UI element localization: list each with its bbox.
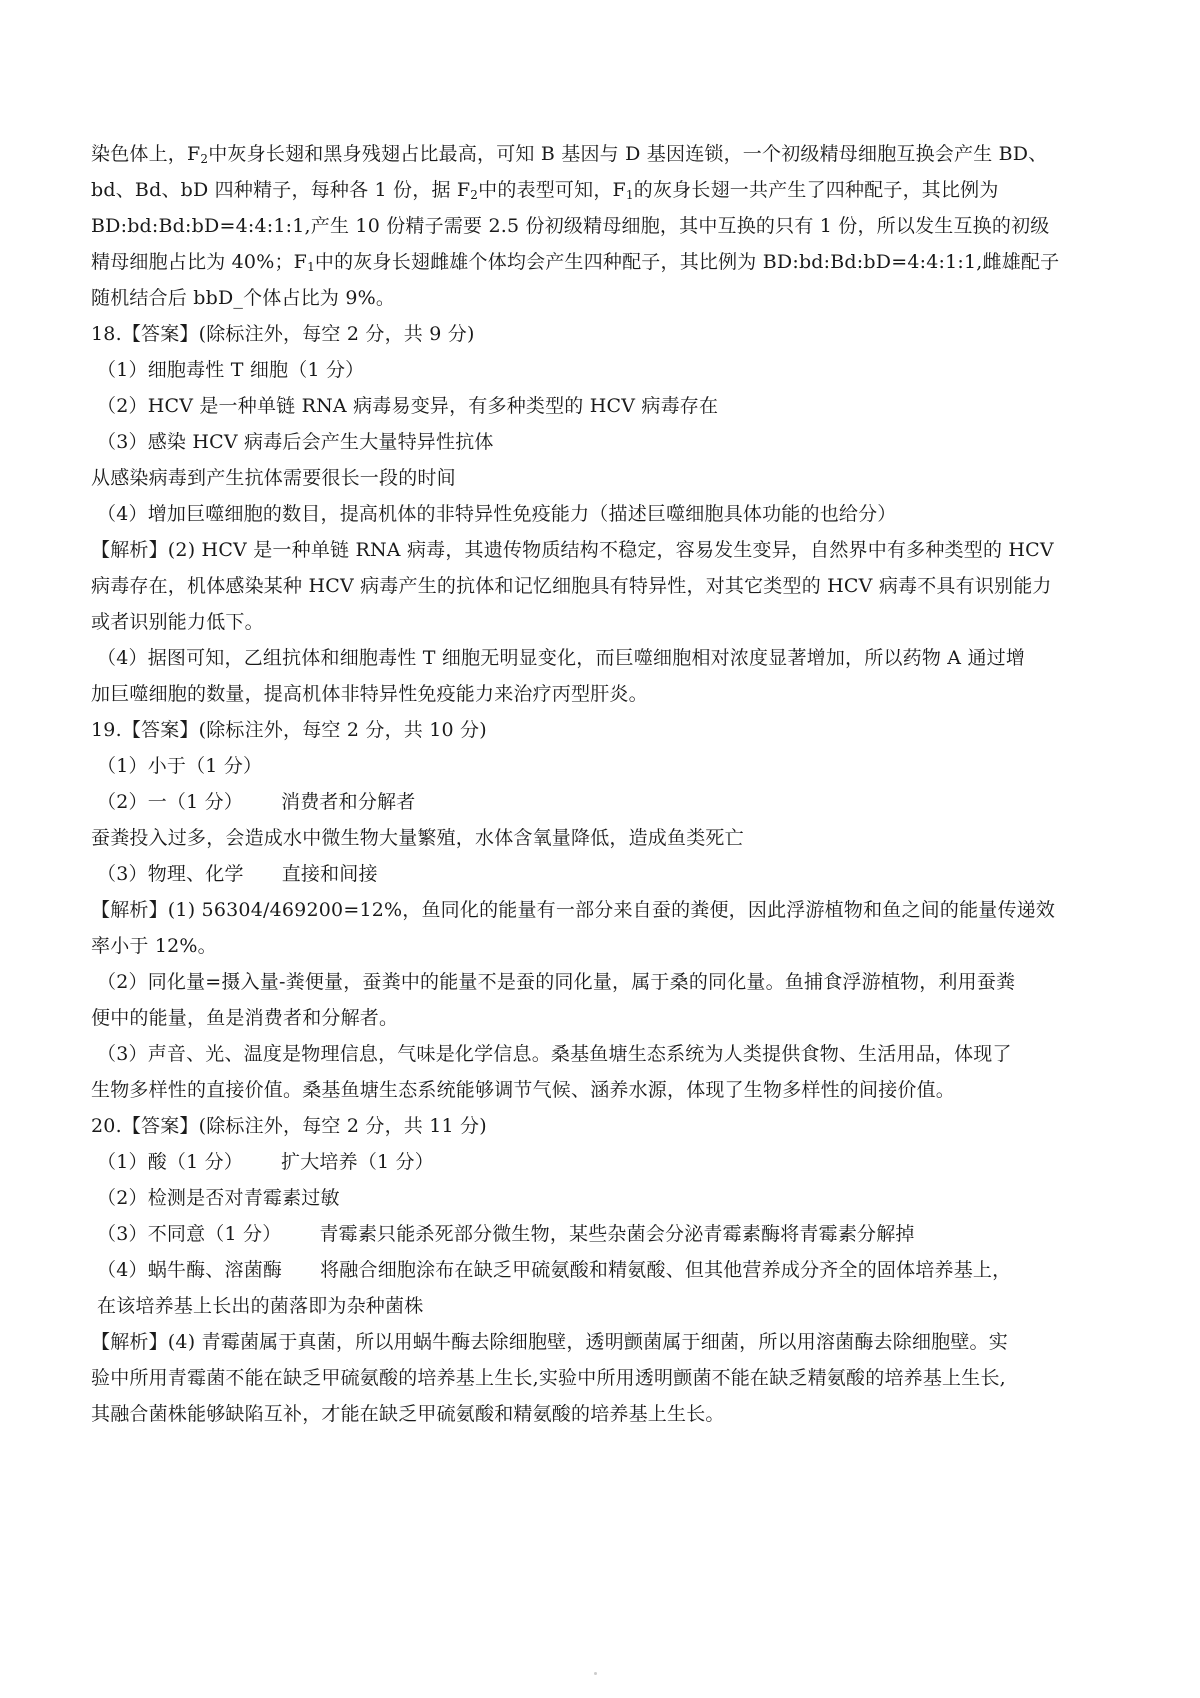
q19-explanation-line-2: 率小于 12%。 (91, 935, 217, 957)
q20-explanation-line-2: 验中所用青霉菌不能在缺乏甲硫氨酸的培养基上生长,实验中所用透明颤菌不能在缺乏精氨酸的培养基上生长, (91, 1367, 1006, 1389)
q19-explanation-line-3: （2）同化量=摄入量-粪便量，蚕粪中的能量不是蚕的同化量，属于桑的同化量。鱼捕食浮游植物，利用蚕粪 (97, 971, 1016, 993)
q19-answer-2: （2）一（1 分） 消费者和分解者 (97, 791, 416, 813)
answer-text-body (91, 136, 1115, 1432)
q18-explanation-line-5: 加巨噬细胞的数量，提高机体非特异性免疫能力来治疗丙型肝炎。 (91, 683, 648, 705)
q17-explanation-line-1: 染色体上，$F_2$中灰身长翅和黑身残翅占比最高，可知 B 基因与 D 基因连锁，一个初级精母细胞互换会产生 BD、 (91, 143, 1048, 166)
q18-answer-3: （3）感染 HCV 病毒后会产生大量特异性抗体 (97, 431, 494, 453)
q20-answer-2: （2）检测是否对青霉素过敏 (97, 1187, 340, 1209)
q18-answer-header: 18.【答案】(除标注外，每空 2 分，共 9 分) (91, 323, 475, 345)
q20-answer-3: （3）不同意（1 分） 青霉素只能杀死部分微生物，某些杂菌会分泌青霉素酶将青霉素分解掉 (97, 1223, 915, 1245)
q17-explanation-line-2: bd、Bd、bD 四种精子，每种各 1 份，据 $F_2$中的表型可知，$F_1$的灰身长翅一共产生了四种配子，其比例为 (91, 179, 999, 202)
q17-explanation-line-4: 精母细胞占比为 40%；$F_1$中的灰身长翅雌雄个体均会产生四种配子，其比例为 BD:bd:Bd:bD=4:4:1:1,雌雄配子 (91, 251, 1060, 274)
q18-explanation-line-3: 或者识别能力低下。 (91, 611, 264, 633)
q18-answer-3-continued: 从感染病毒到产生抗体需要很长一段的时间 (91, 467, 456, 489)
q20-answer-header: 20.【答案】(除标注外，每空 2 分，共 11 分) (91, 1115, 487, 1137)
q18-explanation-line-4: （4）据图可知，乙组抗体和细胞毒性 T 细胞无明显变化，而巨噬细胞相对浓度显著增加，所以药物 A 通过增 (97, 647, 1026, 669)
q17-explanation-line-5: 随机结合后 bbD_个体占比为 9%。 (91, 287, 396, 309)
q18-answer-4: （4）增加巨噬细胞的数目，提高机体的非特异性免疫能力（描述巨噬细胞具体功能的也给分） (97, 503, 897, 525)
q20-answer-4: （4）蜗牛酶、溶菌酶 将融合细胞涂布在缺乏甲硫氨酸和精氨酸、但其他营养成分齐全的固体培养基上， (97, 1259, 1012, 1281)
q18-explanation-line-1: 【解析】(2) HCV 是一种单链 RNA 病毒，其遗传物质结构不稳定，容易发生变异，自然界中有多种类型的 HCV (91, 539, 1054, 561)
footer-mark (594, 1672, 597, 1675)
q17-explanation-line-3: BD:bd:Bd:bD=4:4:1:1,产生 10 份精子需要 2.5 份初级精母细胞，其中互换的只有 1 份，所以发生互换的初级 (91, 215, 1050, 237)
q20-explanation-line-3: 其融合菌株能够缺陷互补，才能在缺乏甲硫氨酸和精氨酸的培养基上生长。 (91, 1403, 725, 1425)
q20-explanation-line-1: 【解析】(4) 青霉菌属于真菌，所以用蜗牛酶去除细胞壁，透明颤菌属于细菌，所以用溶菌酶去除细胞壁。实 (91, 1331, 1008, 1353)
q19-explanation-line-4: 便中的能量，鱼是消费者和分解者。 (91, 1007, 399, 1029)
q19-answer-2-continued: 蚕粪投入过多，会造成水中微生物大量繁殖，水体含氧量降低，造成鱼类死亡 (91, 827, 744, 849)
q19-answer-3: （3）物理、化学 直接和间接 (97, 863, 378, 885)
q19-explanation-line-6: 生物多样性的直接价值。桑基鱼塘生态系统能够调节气候、涵养水源，体现了生物多样性的间接价值。 (91, 1079, 956, 1101)
q20-answer-4-continued: 在该培养基上长出的菌落即为杂种菌株 (97, 1295, 424, 1317)
q19-answer-header: 19.【答案】(除标注外，每空 2 分，共 10 分) (91, 719, 487, 741)
q19-explanation-line-5: （3）声音、光、温度是物理信息，气味是化学信息。桑基鱼塘生态系统为人类提供食物、生活用品，体现了 (97, 1043, 1012, 1065)
q18-answer-1: （1）细胞毒性 T 细胞（1 分） (97, 359, 365, 381)
q18-explanation-line-2: 病毒存在，机体感染某种 HCV 病毒产生的抗体和记忆细胞具有特异性，对其它类型的 HCV 病毒不具有识别能力 (91, 575, 1052, 597)
q19-explanation-line-1: 【解析】(1) 56304/469200=12%，鱼同化的能量有一部分来自蚕的粪便，因此浮游植物和鱼之间的能量传递效 (91, 899, 1056, 921)
q20-answer-1: （1）酸（1 分） 扩大培养（1 分） (97, 1151, 434, 1173)
q19-answer-1: （1）小于（1 分） (97, 755, 263, 777)
q18-answer-2: （2）HCV 是一种单链 RNA 病毒易变异，有多种类型的 HCV 病毒存在 (97, 395, 719, 417)
